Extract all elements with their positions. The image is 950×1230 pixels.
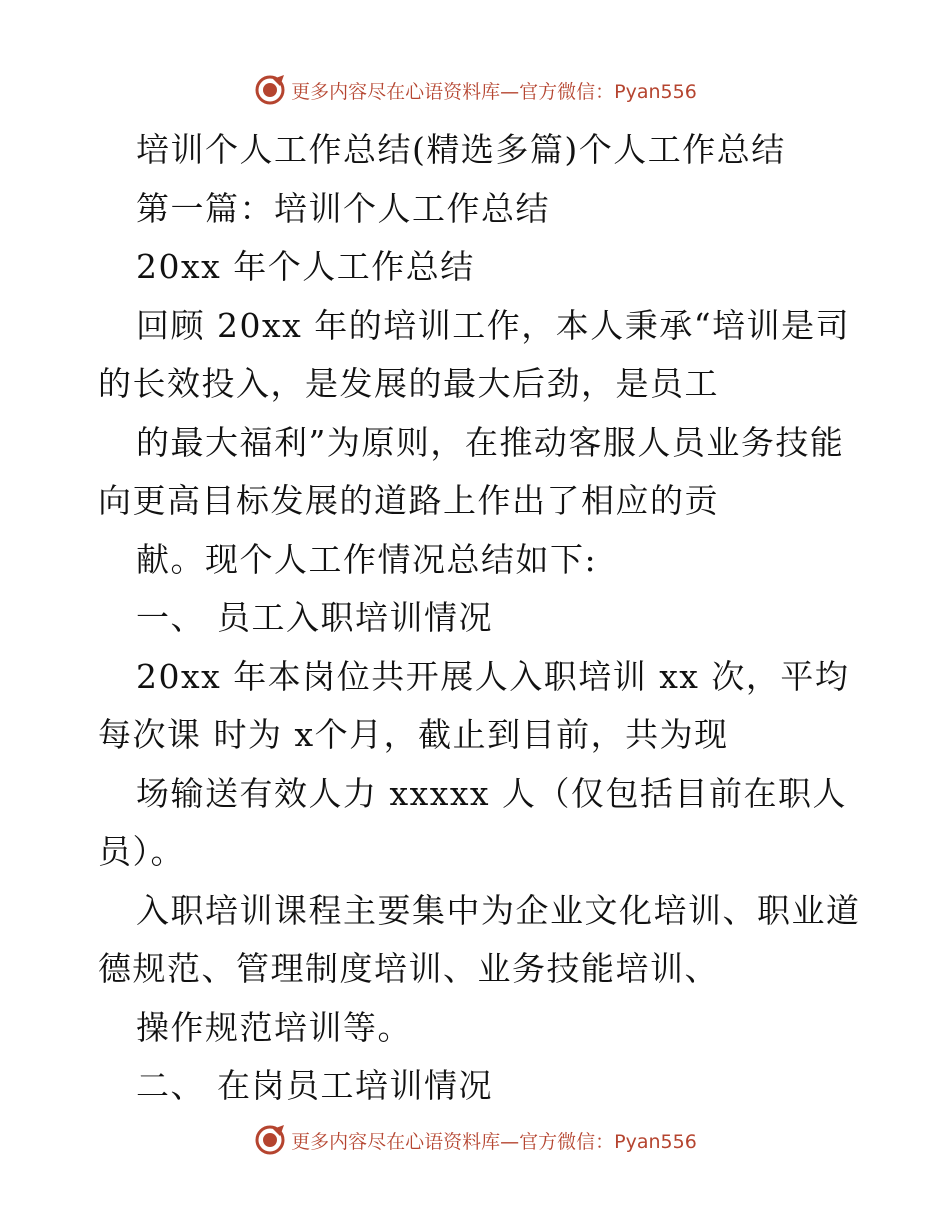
pen-circle-logo-icon bbox=[253, 1123, 287, 1157]
paragraph-line: 每次课 时为 x个月，截止到目前，共为现 bbox=[98, 715, 729, 754]
paragraph-line: 场输送有效人力 xxxxx 人（仅包括目前在职人 bbox=[136, 773, 848, 813]
paragraph-line: 向更高目标发展的道路上作出了相应的贡 bbox=[98, 481, 719, 520]
doc-title: 培训个人工作总结(精选多篇)个人工作总结 bbox=[136, 130, 786, 169]
watermark-header bbox=[0, 70, 950, 110]
paragraph-line: 20xx 年本岗位共开展人入职培训 xx 次，平均 bbox=[136, 656, 850, 696]
sub-heading: 20xx 年个人工作总结 bbox=[136, 247, 475, 286]
paragraph-line: 操作规范培训等。 bbox=[136, 1007, 412, 1047]
pen-circle-logo-icon bbox=[253, 73, 287, 107]
section-heading: 一、 员工入职培训情况 bbox=[136, 598, 493, 637]
watermark-text: 更多内容尽在心语资料库—官方微信：Pyan556 bbox=[291, 80, 697, 103]
section-heading: 二、 在岗员工培训情况 bbox=[136, 1066, 493, 1105]
paragraph-line: 献。现个人工作情况总结如下: bbox=[136, 539, 598, 579]
paragraph-line: 德规范、管理制度培训、业务技能培训、 bbox=[98, 949, 719, 988]
watermark-footer bbox=[0, 1120, 950, 1160]
document-body bbox=[98, 121, 861, 1116]
paragraph-line: 的最大福利”为原则，在推动客服人员业务技能 bbox=[136, 422, 845, 462]
paragraph-line: 的长效投入，是发展的最大后劲，是员工 bbox=[98, 364, 719, 403]
paragraph-line: 回顾 20xx 年的培训工作，本人秉承“培训是司 bbox=[136, 305, 851, 345]
paragraph-line: 入职培训课程主要集中为企业文化培训、职业道 bbox=[136, 890, 861, 930]
watermark-text: 更多内容尽在心语资料库—官方微信：Pyan556 bbox=[291, 1130, 697, 1153]
section-heading: 第一篇：培训个人工作总结 bbox=[136, 188, 550, 228]
paragraph-line: 员）。 bbox=[98, 832, 185, 871]
